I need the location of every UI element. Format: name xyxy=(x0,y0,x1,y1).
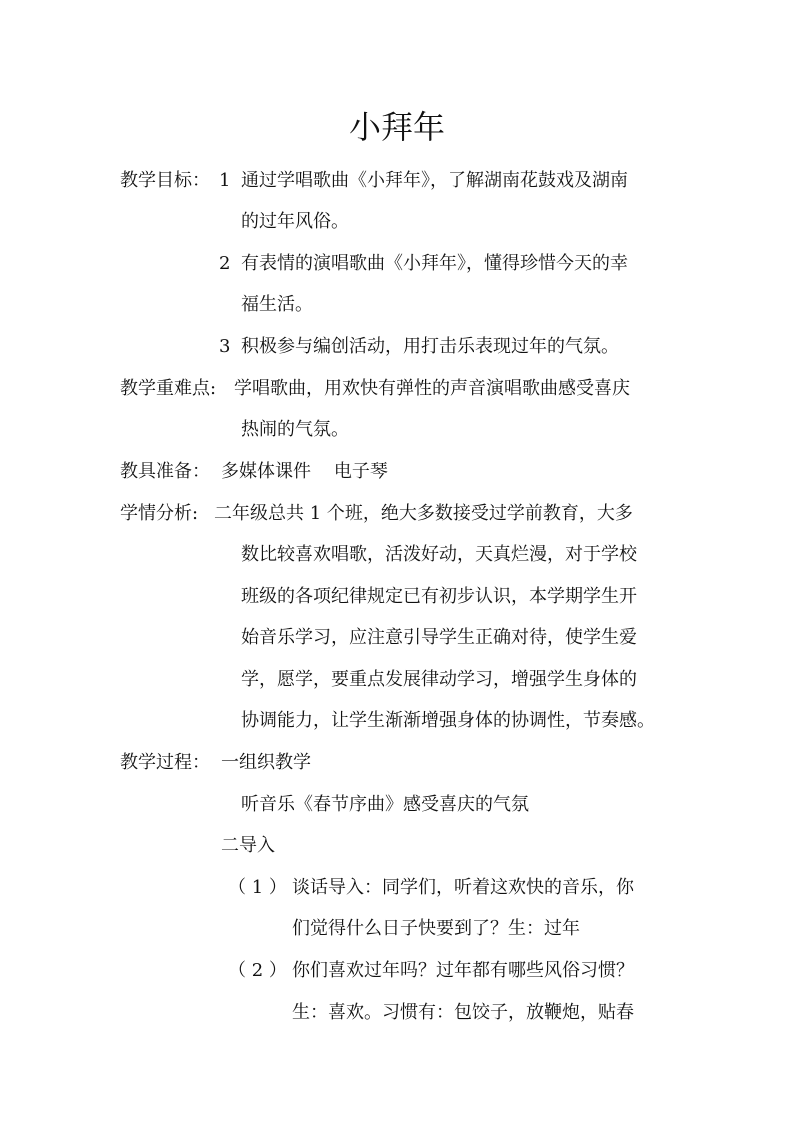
objective-2-line-2: 福生活。 xyxy=(241,294,313,315)
key-points-line-1: 学唱歌曲，用欢快有弹性的声音演唱歌曲感受喜庆 xyxy=(234,378,630,399)
materials-text: 多媒体课件 电子琴 xyxy=(221,461,388,482)
step-1-heading: 一组织教学 xyxy=(221,752,311,773)
step-1-text: 听音乐《春节序曲》感受喜庆的气氛 xyxy=(241,794,529,815)
objective-2-number: 2 xyxy=(219,253,231,274)
analysis-line-5: 学，愿学，要重点发展律动学习，增强学生身体的 xyxy=(241,669,637,690)
key-points-label: 教学重难点: xyxy=(120,378,217,399)
objectives-label: 教学目标： xyxy=(120,170,210,191)
step-2-item-1-number: （ 1 ） xyxy=(228,877,287,898)
page-title: 小拜年 xyxy=(348,108,445,146)
analysis-line-6: 协调能力，让学生渐渐增强身体的协调性，节奏感。 xyxy=(241,710,655,731)
objective-1-number: 1 xyxy=(219,170,231,191)
objective-1-line-1: 通过学唱歌曲《小拜年》，了解湖南花鼓戏及湖南 xyxy=(241,170,628,191)
step-2-item-2-line-2: 生：喜欢。习惯有：包饺子，放鞭炮，贴春 xyxy=(292,1002,634,1023)
key-points-line-2: 热闹的气氛。 xyxy=(241,419,349,440)
process-label: 教学过程： xyxy=(120,752,210,773)
materials-label: 教具准备： xyxy=(120,461,210,482)
analysis-line-4: 始音乐学习，应注意引导学生正确对待，使学生爱 xyxy=(241,627,637,648)
analysis-line-1: 二年级总共 1 个班，绝大多数接受过学前教育，大多 xyxy=(214,503,633,524)
step-2-item-1-line-2: 们觉得什么日子快要到了？生：过年 xyxy=(292,918,580,939)
objective-2-line-1: 有表情的演唱歌曲《小拜年》，懂得珍惜今天的幸 xyxy=(241,253,628,274)
objective-3-number: 3 xyxy=(219,336,231,357)
step-2-item-2-line-1: 你们喜欢过年吗？过年都有哪些风俗习惯？ xyxy=(292,960,634,981)
analysis-line-3: 班级的各项纪律规定已有初步认识，本学期学生开 xyxy=(241,586,637,607)
step-2-item-1-line-1: 谈话导入：同学们，听着这欢快的音乐，你 xyxy=(292,877,634,898)
step-2-item-2-number: （ 2 ） xyxy=(228,960,287,981)
analysis-line-2: 数比较喜欢唱歌，活泼好动，天真烂漫，对于学校 xyxy=(241,544,637,565)
step-2-heading: 二导入 xyxy=(221,835,275,856)
analysis-label: 学情分析: xyxy=(120,503,199,524)
objective-3-line-1: 积极参与编创活动，用打击乐表现过年的气氛。 xyxy=(241,336,619,357)
objective-1-line-2: 的过年风俗。 xyxy=(241,211,349,232)
